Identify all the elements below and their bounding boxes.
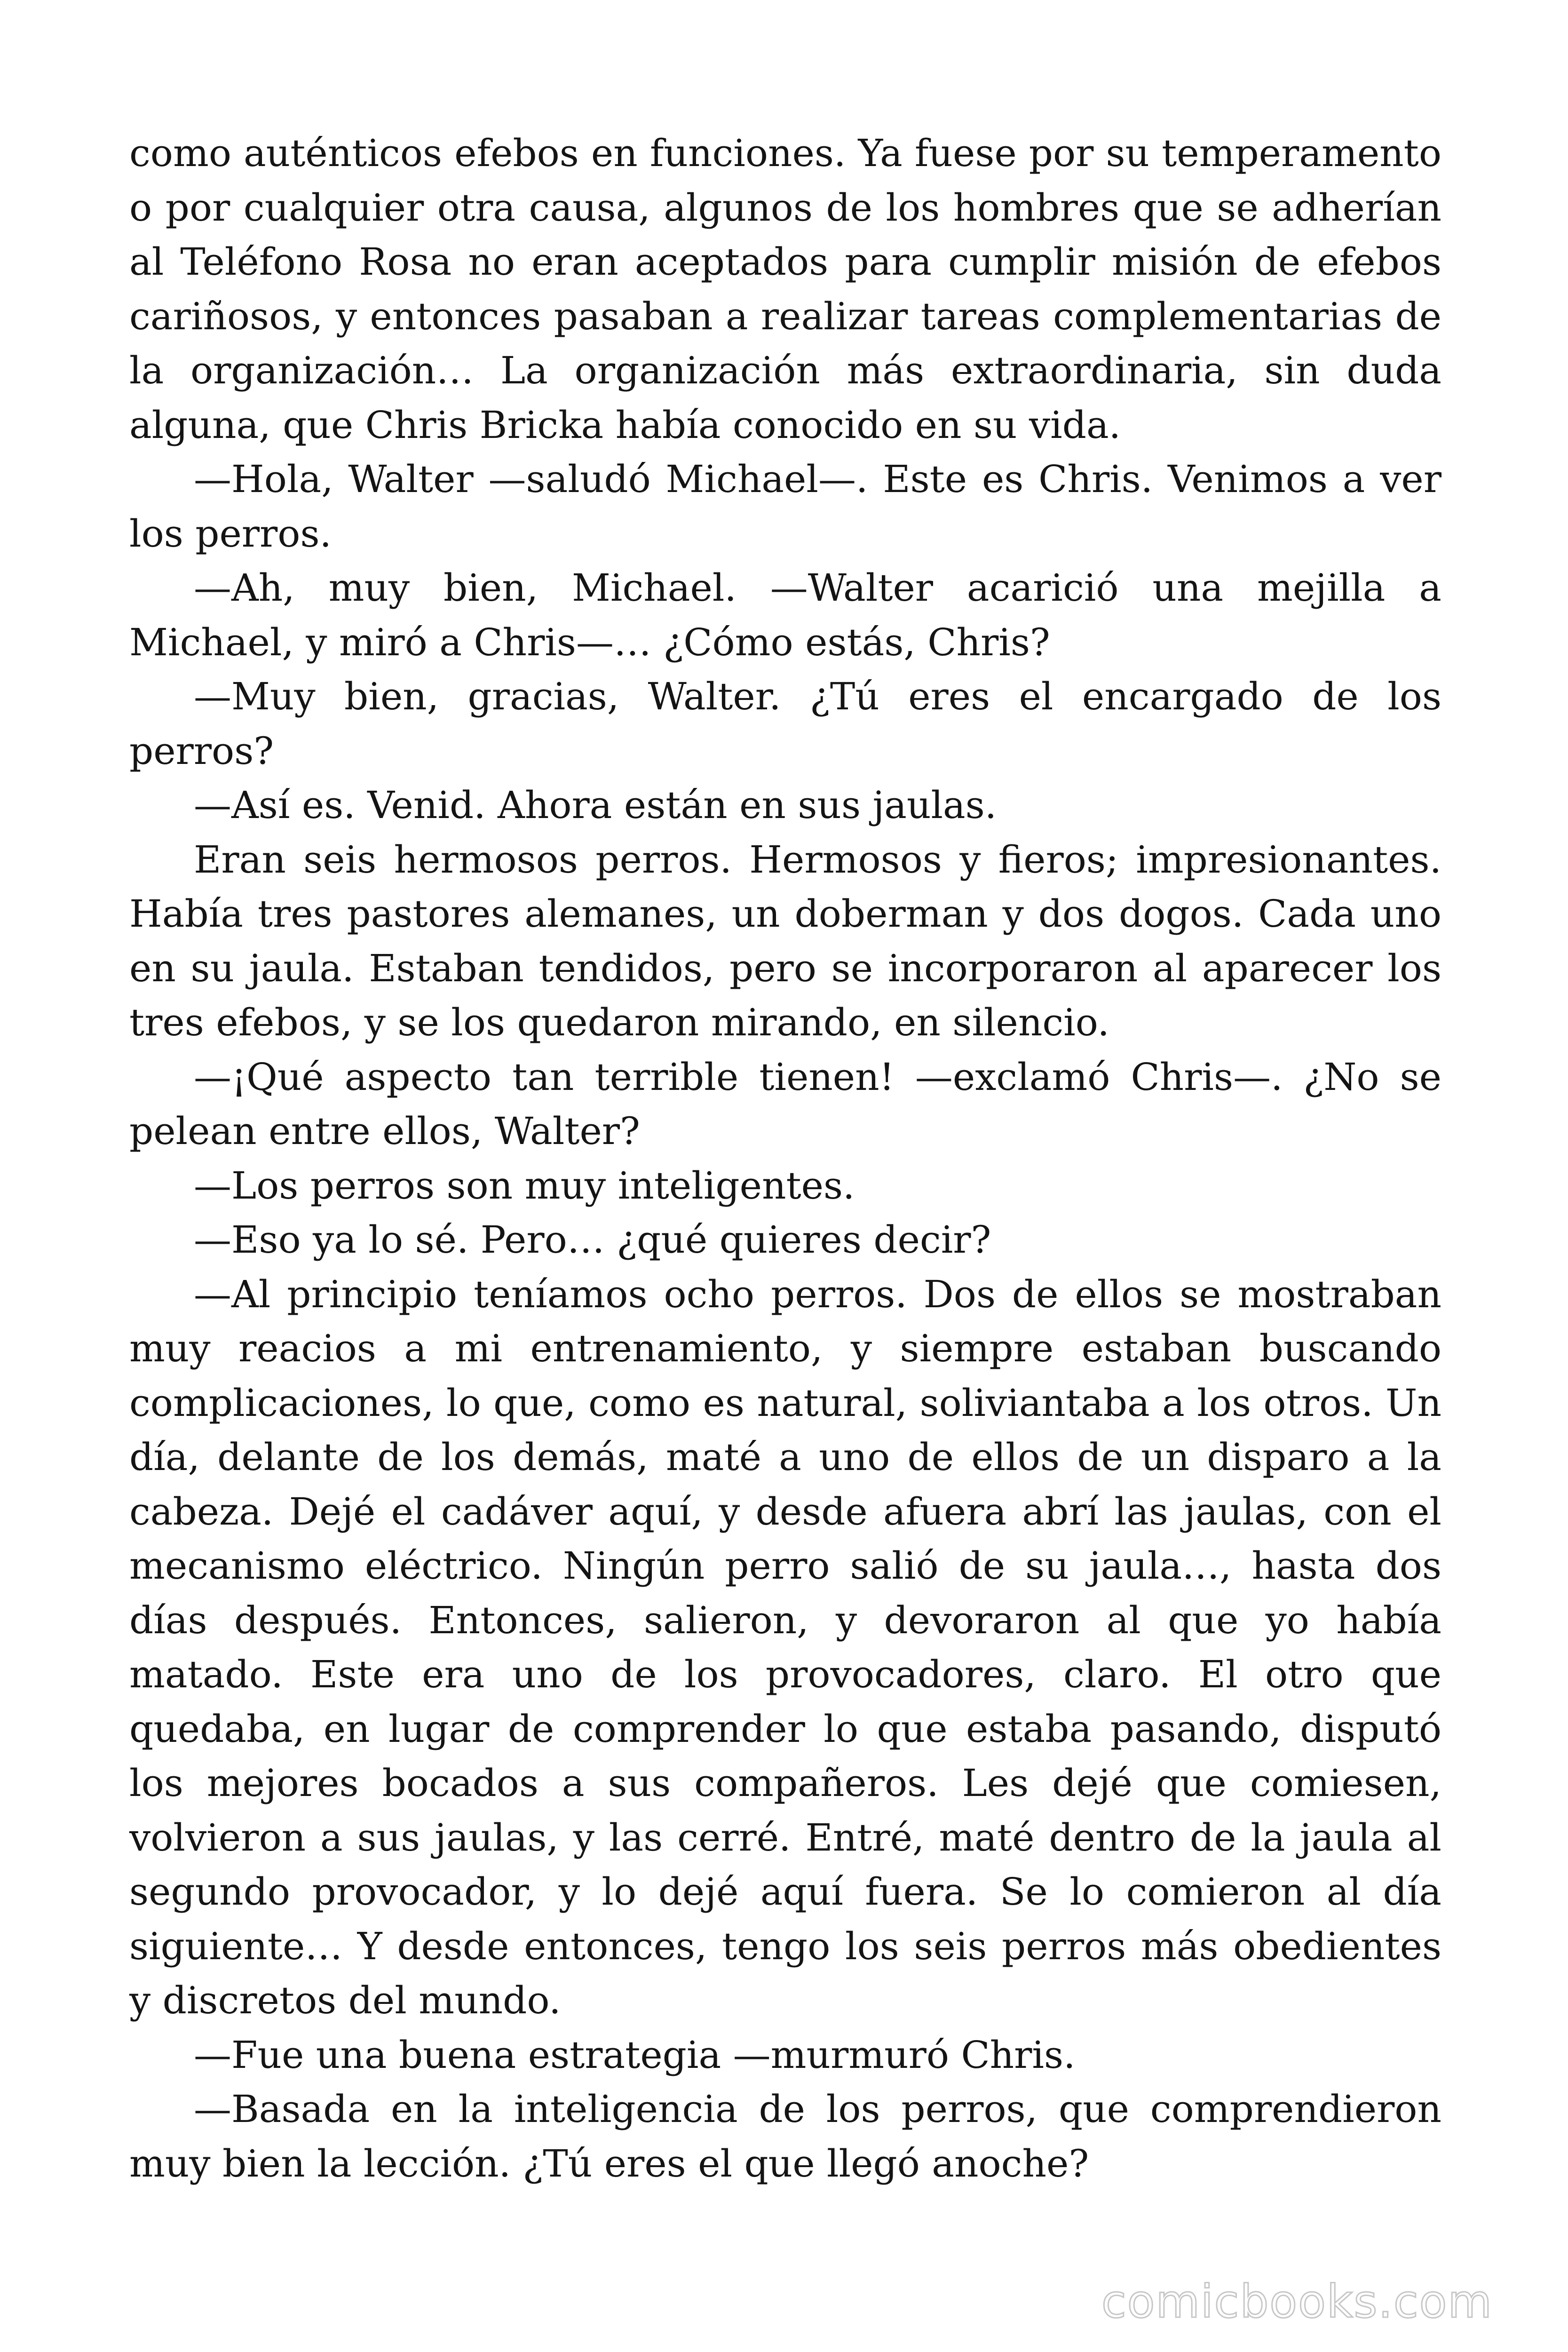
paragraph-dialogue: —¡Qué aspecto tan terrible tienen! —exclamó Chris—. ¿No se pelean entre ellos, Walter? xyxy=(129,1055,1441,1153)
body-text xyxy=(129,126,1441,2191)
paragraph-dialogue: —Basada en la inteligencia de los perros, que comprendieron muy bien la lección. ¿Tú eres el que llegó anoche? xyxy=(129,2087,1441,2185)
paragraph-narration: Eran seis hermosos perros. Hermosos y fieros; impresionantes. Había tres pastores alemanes, un doberman y dos dogos. Cada uno en su jaula. Estaban tendidos, pero se incorporaron al aparecer los tres efebos, y se los quedaron mirando, en silencio. xyxy=(129,837,1441,1044)
watermark-logo: comicbooks.com xyxy=(1101,2275,1493,2328)
paragraph-dialogue: —Los perros son muy inteligentes. xyxy=(194,1163,855,1208)
paragraph-dialogue: —Así es. Venid. Ahora están en sus jaulas. xyxy=(194,783,997,827)
paragraph-dialogue: —Al principio teníamos ocho perros. Dos de ellos se mostraban muy reacios a mi entrenamiento, y siempre estaban buscando complicaciones, lo que, como es natural, soliviantaba a los otros. Un día, delante de los demás, maté a uno de ellos de un disparo a la cabeza. Dejé el cadáver aquí, y desde afuera abrí las jaulas, con el mecanismo eléctrico. Ningún perro salió de su jaula…, hasta dos días después. Entonces, salieron, y devoraron al que yo había matado. Este era uno de los provocadores, claro. El otro que quedaba, en lugar de comprender lo que estaba pasando, disputó los mejores bocados a sus compañeros. Les dejé que comiesen, volvieron a sus jaulas, y las cerré. Entré, maté dentro de la jaula al segundo provocador, y lo dejé aquí fuera. Se lo comieron al día siguiente… Y desde entonces, tengo los seis perros más obedientes y discretos del mundo. xyxy=(129,1272,1441,2022)
paragraph-dialogue: —Eso ya lo sé. Pero… ¿qué quieres decir? xyxy=(194,1218,991,1262)
paragraph-continuation: como auténticos efebos en funciones. Ya fuese por su temperamento o por cualquier otra causa, algunos de los hombres que se adherían al Teléfono Rosa no eran aceptados para cumplir misión de efebos cariñosos, y entonces pasaban a realizar tareas complementarias de la organización… La organización más extraordinaria, sin duda alguna, que Chris Bricka había conocido en su vida. xyxy=(129,131,1441,447)
paragraph-dialogue: —Fue una buena estrategia —murmuró Chris. xyxy=(194,2033,1076,2077)
paragraph-dialogue: —Muy bien, gracias, Walter. ¿Tú eres el encargado de los perros? xyxy=(129,675,1441,773)
paragraph-dialogue: —Ah, muy bien, Michael. —Walter acarició una mejilla a Michael, y miró a Chris—… ¿Cómo estás, Chris? xyxy=(129,566,1441,664)
paragraph-dialogue: —Hola, Walter —saludó Michael—. Este es Chris. Venimos a ver los perros. xyxy=(129,457,1441,556)
